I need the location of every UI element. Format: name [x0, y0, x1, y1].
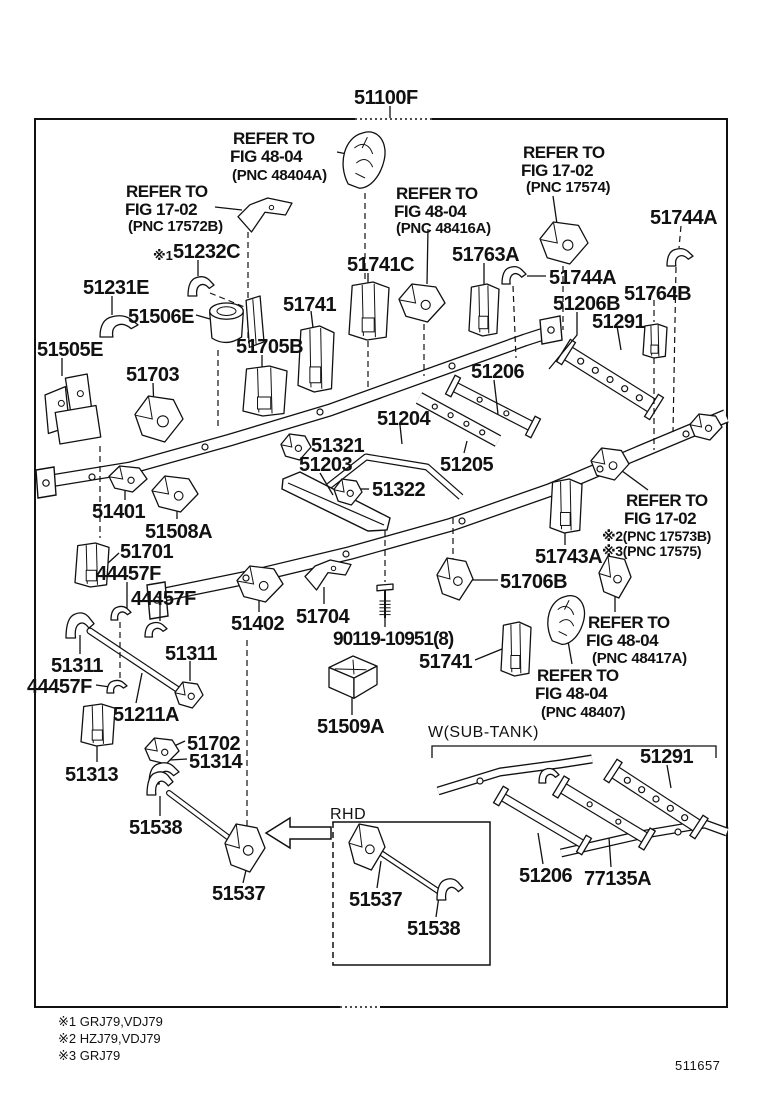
- leader-line: [553, 196, 557, 224]
- leader-line: [196, 315, 210, 319]
- label-51205: 51205: [440, 454, 494, 476]
- label-77135A: 77135A: [584, 868, 652, 890]
- label-ref-17572-2: FIG 17-02: [125, 200, 198, 219]
- part-glyph-48404A: [343, 132, 385, 188]
- label-51291-sub: 51291: [640, 746, 694, 768]
- label-ref-48417-2: FIG 48-04: [586, 631, 659, 650]
- label-ref-48407-2: FIG 48-04: [535, 684, 608, 703]
- rail-hole: [449, 363, 455, 369]
- label-ref-48404-2: FIG 48-04: [230, 147, 303, 166]
- label-44457F-3: 44457F: [27, 676, 92, 698]
- rail-hole: [683, 431, 689, 437]
- label-ref-17572-3: (PNC 17572B): [128, 218, 223, 235]
- part-glyph-44457F-2: [145, 622, 167, 637]
- rail-hole: [317, 409, 323, 415]
- label-51321: 51321: [311, 435, 365, 457]
- label-51537-main: 51537: [212, 883, 266, 905]
- label-assembly-51100F: 51100F: [354, 87, 418, 109]
- label-ref-17573-3: ※2(PNC 17573B): [602, 528, 712, 544]
- label-51538-main: 51538: [129, 817, 183, 839]
- label-51741C: 51741C: [347, 254, 415, 276]
- label-ref-17573-2: FIG 17-02: [624, 509, 697, 528]
- label-51206-main: 51206: [471, 361, 525, 383]
- leader-line: [136, 673, 142, 703]
- label-ref-48416-3: (PNC 48416A): [396, 220, 491, 237]
- rail-hole: [675, 829, 681, 835]
- leader-line: [568, 641, 572, 664]
- label-51538-rhd: 51538: [407, 918, 461, 940]
- subtank-bracket-line: [432, 746, 716, 758]
- rail-hole: [89, 474, 95, 480]
- label-51206-sub: 51206: [519, 865, 573, 887]
- label-51763A: 51763A: [452, 244, 520, 266]
- leader-line: [667, 765, 671, 788]
- label-51741-rear: 51741: [419, 651, 473, 673]
- leader-line: [215, 207, 242, 210]
- leader-line: [475, 649, 502, 660]
- label-ref-17573-1: REFER TO: [626, 491, 708, 510]
- label-ref-48407-1: REFER TO: [537, 666, 619, 685]
- label-51741-front: 51741: [283, 294, 337, 316]
- label-51211A: 51211A: [113, 704, 179, 726]
- label-51508A: 51508A: [145, 521, 213, 543]
- rail-hole: [243, 575, 249, 581]
- label-drawing-number: 511657: [675, 1058, 721, 1073]
- label-ref-17574-1: REFER TO: [523, 143, 605, 162]
- rail-hole: [459, 518, 465, 524]
- label-51322: 51322: [372, 479, 426, 501]
- projection-line: [673, 267, 676, 432]
- label-51506E: 51506E: [128, 306, 194, 328]
- label-51509A: 51509A: [317, 716, 385, 738]
- label-51703: 51703: [126, 364, 180, 386]
- label-51743A: 51743A: [535, 546, 603, 568]
- part-glyph-51744A-mid: [502, 267, 526, 284]
- label-51203: 51203: [299, 454, 353, 476]
- label-ref-48417-3: (PNC 48417A): [592, 650, 687, 667]
- label-51505E: 51505E: [37, 339, 103, 361]
- leader-line: [427, 229, 428, 284]
- projection-line: [679, 226, 681, 248]
- label-ref-48404-1: REFER TO: [233, 129, 315, 148]
- leader-line: [538, 833, 543, 864]
- label-51705B: 51705B: [236, 336, 304, 358]
- label-51291-main: 51291: [592, 311, 646, 333]
- leader-line: [311, 311, 313, 328]
- part-glyph-51231E: [100, 316, 138, 337]
- label-ref-48407-3: (PNC 48407): [541, 704, 626, 721]
- part-glyph-51744A-top: [667, 249, 693, 266]
- label-51704: 51704: [296, 606, 350, 628]
- part-glyph-51505E: [55, 406, 101, 445]
- rail-hole: [597, 466, 603, 472]
- label-51537-rhd: 51537: [349, 889, 403, 911]
- label-51311-left: 51311: [51, 655, 104, 677]
- label-ref-17572-1: REFER TO: [126, 182, 208, 201]
- part-glyph-44457F-1: [111, 606, 131, 620]
- leader-line: [170, 759, 187, 760]
- part-glyph-51506E: [210, 303, 244, 319]
- label-51314: 51314: [189, 751, 243, 773]
- label-51706B: 51706B: [500, 571, 568, 593]
- label-ref-48417-1: REFER TO: [588, 613, 670, 632]
- rail-hole: [202, 444, 208, 450]
- label-51311-right: 51311: [165, 643, 218, 665]
- label-51702: 51702: [187, 733, 241, 755]
- label-44457F-1: 44457F: [96, 563, 161, 585]
- part-glyph-44457F-3: [107, 680, 127, 693]
- leader-line: [377, 861, 381, 888]
- part-glyph-51506E: [246, 296, 264, 347]
- label-ref-48404-3: (PNC 48404A): [232, 167, 327, 184]
- label-51232C: 51232C: [173, 241, 241, 263]
- label-51204: 51204: [377, 408, 431, 430]
- rail-hole: [477, 778, 483, 784]
- label-subtank-title: W(SUB-TANK): [428, 724, 539, 741]
- label-51401: 51401: [92, 501, 146, 523]
- label-51744A-mid: 51744A: [549, 267, 617, 289]
- label-51764B: 51764B: [624, 283, 692, 305]
- label-51701: 51701: [120, 541, 174, 563]
- label-51206B: 51206B: [553, 293, 621, 315]
- direction-arrow-icon: [266, 818, 331, 848]
- label-44457F-2: 44457F: [131, 588, 196, 610]
- label-51313: 51313: [65, 764, 119, 786]
- label-90119-10951: 90119-10951(8): [333, 629, 454, 650]
- label-rhd-title: RHD: [330, 806, 367, 823]
- part-glyph-subtank-clip: [539, 768, 559, 783]
- part-glyph-51538-rhd: [437, 879, 463, 900]
- label-ref-17574-3: (PNC 17574): [526, 179, 611, 196]
- leader-line: [400, 425, 402, 444]
- label-51231E: 51231E: [83, 277, 149, 299]
- label-footnote-2: ※2 HZJ79,VDJ79: [58, 1031, 161, 1046]
- label-ref-48416-1: REFER TO: [396, 184, 478, 203]
- label-51402: 51402: [231, 613, 285, 635]
- part-glyph-90119-bolt: [377, 584, 393, 591]
- label-footnote-1: ※1 GRJ79,VDJ79: [58, 1014, 163, 1029]
- leader-line: [617, 326, 621, 350]
- label-footnote-3: ※3 GRJ79: [58, 1048, 121, 1063]
- label-51744A-top: 51744A: [650, 207, 718, 229]
- leader-line: [464, 441, 467, 453]
- label-ref-48416-2: FIG 48-04: [394, 202, 467, 221]
- label-ref-17573-4: ※3(PNC 17575): [602, 543, 702, 559]
- part-glyph-17572B: [238, 198, 292, 232]
- rail-hole: [343, 551, 349, 557]
- label-fn-mark-1: ※1: [153, 248, 173, 263]
- label-ref-17574-2: FIG 17-02: [521, 161, 594, 180]
